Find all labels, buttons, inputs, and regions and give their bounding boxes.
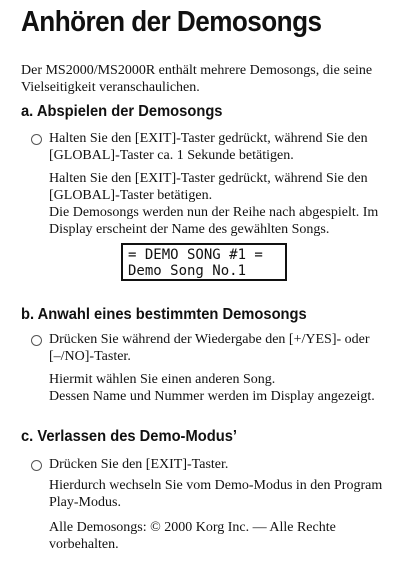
section-a-text-2: Die Demosongs werden nun der Reihe nach abgespielt. Im Display erscheint der Name des gewählten Songs. [49,205,379,237]
section-c-step: Drücken Sie den [EXIT]-Taster. [49,457,229,472]
section-c-text-2: Alle Demosongs: © 2000 Korg Inc. — Alle Rechte vorbehalten. [49,520,336,552]
lcd-line-1: = DEMO SONG #1 = [128,247,263,263]
step-bullet-icon [31,460,42,471]
step-bullet-icon [31,134,42,145]
section-c-text-1: Hierdurch wechseln Sie vom Demo-Modus in den Program Play-Modus. [49,478,383,510]
lcd-display [121,243,287,281]
intro-paragraph: Der MS2000/MS2000R enthält mehrere Demosongs, die seine Vielseitigkeit veranschaulichen. [21,63,373,95]
lcd-line-2: Demo Song No.1 [128,263,247,279]
section-b-text-2: Dessen Name und Nummer werden im Display angezeigt. [49,389,375,404]
section-a-step: Halten Sie den [EXIT]-Taster gedrückt, während Sie den [GLOBAL]-Taster ca. 1 Sekunde betätigen. [49,131,368,163]
section-b-text-1: Hiermit wählen Sie einen anderen Song. [49,372,276,387]
section-b-heading: b. Anwahl eines bestimmten Demosongs [21,306,307,323]
section-a-heading: a. Abspielen der Demosongs [21,103,223,120]
section-a-text-1: Halten Sie den [EXIT]-Taster gedrückt, während Sie den [GLOBAL]-Taster betätigen. [49,171,368,203]
section-a-body [49,130,384,238]
page-title: Anhören der Demosongs [21,6,322,38]
section-b-step: Drücken Sie während der Wiedergabe den [+/YES]- oder [–/NO]-Taster. [49,332,370,364]
section-b-body [49,331,384,405]
step-bullet-icon [31,335,42,346]
section-c-heading: c. Verlassen des Demo-Modus’ [21,428,237,445]
section-c-body [49,456,384,553]
